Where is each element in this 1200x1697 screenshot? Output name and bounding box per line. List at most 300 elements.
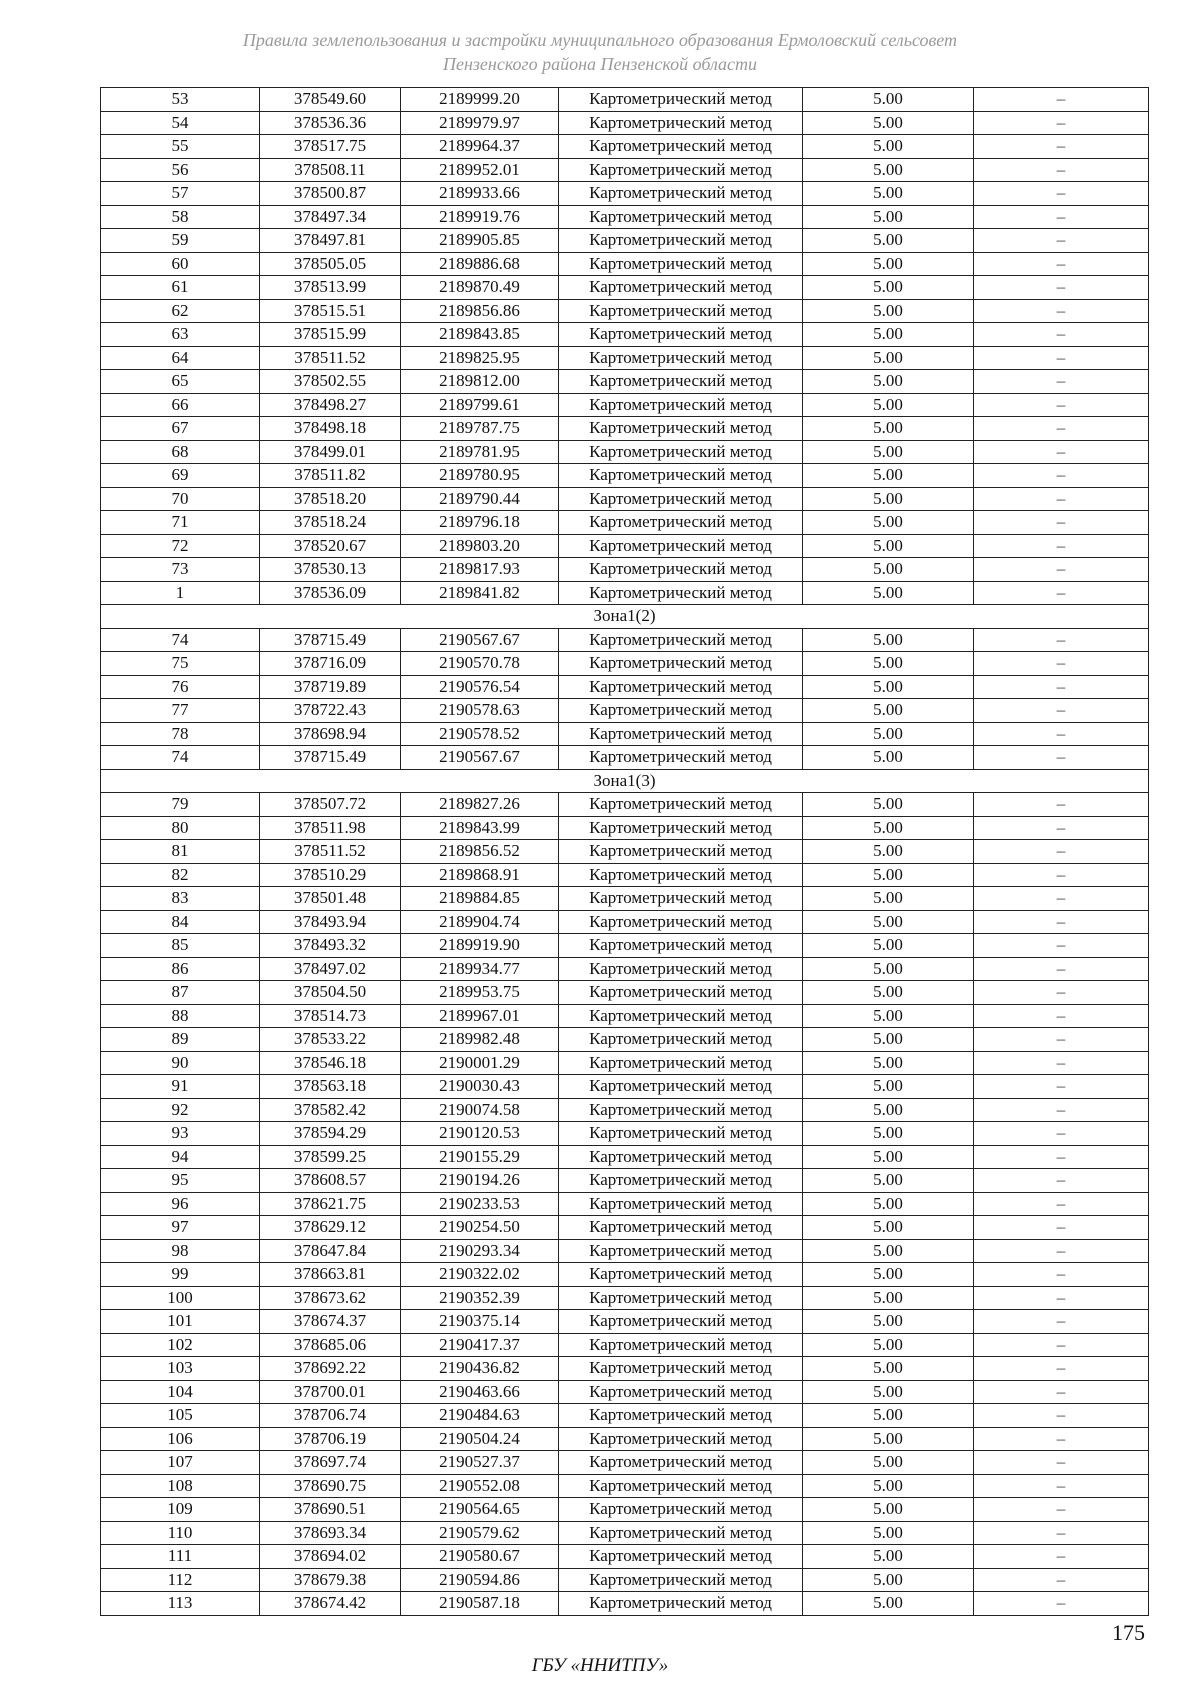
accuracy-cell: 5.00 <box>803 793 974 817</box>
method-cell: Картометрический метод <box>559 1192 803 1216</box>
note-cell: – <box>974 1122 1149 1146</box>
page-footer: ГБУ «ННИТПУ» <box>531 1655 669 1676</box>
method-cell: Картометрический метод <box>559 934 803 958</box>
table-row <box>101 1333 1149 1357</box>
method-cell: Картометрический метод <box>559 417 803 441</box>
y-coordinate-cell: 2190594.86 <box>401 1568 559 1592</box>
accuracy-cell: 5.00 <box>803 88 974 112</box>
point-number-cell: 85 <box>101 934 260 958</box>
x-coordinate-cell: 378507.72 <box>260 793 401 817</box>
note-cell: – <box>974 323 1149 347</box>
x-coordinate-cell: 378497.02 <box>260 957 401 981</box>
point-number-cell: 71 <box>101 511 260 535</box>
method-cell: Картометрический метод <box>559 88 803 112</box>
point-number-cell: 84 <box>101 910 260 934</box>
accuracy-cell: 5.00 <box>803 299 974 323</box>
table-row <box>101 1098 1149 1122</box>
point-number-cell: 109 <box>101 1498 260 1522</box>
point-number-cell: 56 <box>101 158 260 182</box>
note-cell: – <box>974 675 1149 699</box>
method-cell: Картометрический метод <box>559 887 803 911</box>
point-number-cell: 53 <box>101 88 260 112</box>
table-row <box>101 652 1149 676</box>
method-cell: Картометрический метод <box>559 1263 803 1287</box>
accuracy-cell: 5.00 <box>803 205 974 229</box>
note-cell: – <box>974 417 1149 441</box>
y-coordinate-cell: 2189843.85 <box>401 323 559 347</box>
x-coordinate-cell: 378511.98 <box>260 816 401 840</box>
note-cell: – <box>974 558 1149 582</box>
point-number-cell: 106 <box>101 1427 260 1451</box>
point-number-cell: 99 <box>101 1263 260 1287</box>
method-cell: Картометрический метод <box>559 1568 803 1592</box>
y-coordinate-cell: 2189799.61 <box>401 393 559 417</box>
zone-label: Зона1(3) <box>101 769 1149 793</box>
method-cell: Картометрический метод <box>559 910 803 934</box>
table-row <box>101 934 1149 958</box>
accuracy-cell: 5.00 <box>803 1216 974 1240</box>
note-cell: – <box>974 1357 1149 1381</box>
note-cell: – <box>974 487 1149 511</box>
accuracy-cell: 5.00 <box>803 652 974 676</box>
zone-header-row <box>101 605 1149 629</box>
method-cell: Картометрический метод <box>559 393 803 417</box>
x-coordinate-cell: 378690.51 <box>260 1498 401 1522</box>
y-coordinate-cell: 2190194.26 <box>401 1169 559 1193</box>
accuracy-cell: 5.00 <box>803 276 974 300</box>
point-number-cell: 95 <box>101 1169 260 1193</box>
table-row <box>101 323 1149 347</box>
x-coordinate-cell: 378621.75 <box>260 1192 401 1216</box>
x-coordinate-cell: 378722.43 <box>260 699 401 723</box>
method-cell: Картометрический метод <box>559 464 803 488</box>
note-cell: – <box>974 1521 1149 1545</box>
accuracy-cell: 5.00 <box>803 182 974 206</box>
note-cell: – <box>974 511 1149 535</box>
method-cell: Картометрический метод <box>559 1498 803 1522</box>
accuracy-cell: 5.00 <box>803 1545 974 1569</box>
point-number-cell: 91 <box>101 1075 260 1099</box>
y-coordinate-cell: 2189843.99 <box>401 816 559 840</box>
method-cell: Картометрический метод <box>559 1286 803 1310</box>
accuracy-cell: 5.00 <box>803 628 974 652</box>
x-coordinate-cell: 378629.12 <box>260 1216 401 1240</box>
method-cell: Картометрический метод <box>559 1380 803 1404</box>
note-cell: – <box>974 1404 1149 1428</box>
table-row <box>101 1568 1149 1592</box>
accuracy-cell: 5.00 <box>803 1357 974 1381</box>
x-coordinate-cell: 378674.42 <box>260 1592 401 1616</box>
table-row <box>101 229 1149 253</box>
accuracy-cell: 5.00 <box>803 440 974 464</box>
table-row <box>101 464 1149 488</box>
x-coordinate-cell: 378674.37 <box>260 1310 401 1334</box>
method-cell: Картометрический метод <box>559 252 803 276</box>
table-row <box>101 1169 1149 1193</box>
table-row <box>101 746 1149 770</box>
x-coordinate-cell: 378513.99 <box>260 276 401 300</box>
method-cell: Картометрический метод <box>559 793 803 817</box>
method-cell: Картометрический метод <box>559 135 803 159</box>
y-coordinate-cell: 2189999.20 <box>401 88 559 112</box>
point-number-cell: 76 <box>101 675 260 699</box>
y-coordinate-cell: 2190120.53 <box>401 1122 559 1146</box>
accuracy-cell: 5.00 <box>803 1427 974 1451</box>
point-number-cell: 79 <box>101 793 260 817</box>
point-number-cell: 77 <box>101 699 260 723</box>
accuracy-cell: 5.00 <box>803 957 974 981</box>
point-number-cell: 96 <box>101 1192 260 1216</box>
table-row <box>101 1122 1149 1146</box>
accuracy-cell: 5.00 <box>803 534 974 558</box>
note-cell: – <box>974 957 1149 981</box>
note-cell: – <box>974 1075 1149 1099</box>
point-number-cell: 80 <box>101 816 260 840</box>
x-coordinate-cell: 378514.73 <box>260 1004 401 1028</box>
table-row <box>101 534 1149 558</box>
point-number-cell: 1 <box>101 581 260 605</box>
method-cell: Картометрический метод <box>559 511 803 535</box>
y-coordinate-cell: 2190375.14 <box>401 1310 559 1334</box>
y-coordinate-cell: 2189905.85 <box>401 229 559 253</box>
y-coordinate-cell: 2190527.37 <box>401 1451 559 1475</box>
x-coordinate-cell: 378533.22 <box>260 1028 401 1052</box>
point-number-cell: 74 <box>101 628 260 652</box>
table-row <box>101 840 1149 864</box>
method-cell: Картометрический метод <box>559 1333 803 1357</box>
x-coordinate-cell: 378511.52 <box>260 840 401 864</box>
method-cell: Картометрический метод <box>559 534 803 558</box>
method-cell: Картометрический метод <box>559 1451 803 1475</box>
table-row <box>101 393 1149 417</box>
point-number-cell: 108 <box>101 1474 260 1498</box>
accuracy-cell: 5.00 <box>803 1404 974 1428</box>
page-number: 175 <box>1112 1620 1145 1645</box>
point-number-cell: 94 <box>101 1145 260 1169</box>
y-coordinate-cell: 2190579.62 <box>401 1521 559 1545</box>
y-coordinate-cell: 2189952.01 <box>401 158 559 182</box>
x-coordinate-cell: 378518.24 <box>260 511 401 535</box>
table-row <box>101 793 1149 817</box>
note-cell: – <box>974 182 1149 206</box>
x-coordinate-cell: 378692.22 <box>260 1357 401 1381</box>
y-coordinate-cell: 2189967.01 <box>401 1004 559 1028</box>
note-cell: – <box>974 1098 1149 1122</box>
accuracy-cell: 5.00 <box>803 1498 974 1522</box>
method-cell: Картометрический метод <box>559 1404 803 1428</box>
x-coordinate-cell: 378546.18 <box>260 1051 401 1075</box>
table-row <box>101 1404 1149 1428</box>
note-cell: – <box>974 887 1149 911</box>
table-row <box>101 1004 1149 1028</box>
method-cell: Картометрический метод <box>559 182 803 206</box>
note-cell: – <box>974 1145 1149 1169</box>
x-coordinate-cell: 378500.87 <box>260 182 401 206</box>
note-cell: – <box>974 581 1149 605</box>
x-coordinate-cell: 378511.52 <box>260 346 401 370</box>
method-cell: Картометрический метод <box>559 1310 803 1334</box>
table-row <box>101 1145 1149 1169</box>
point-number-cell: 55 <box>101 135 260 159</box>
method-cell: Картометрический метод <box>559 1028 803 1052</box>
y-coordinate-cell: 2189780.95 <box>401 464 559 488</box>
table-row <box>101 487 1149 511</box>
x-coordinate-cell: 378706.19 <box>260 1427 401 1451</box>
x-coordinate-cell: 378694.02 <box>260 1545 401 1569</box>
accuracy-cell: 5.00 <box>803 1051 974 1075</box>
x-coordinate-cell: 378502.55 <box>260 370 401 394</box>
x-coordinate-cell: 378594.29 <box>260 1122 401 1146</box>
point-number-cell: 113 <box>101 1592 260 1616</box>
y-coordinate-cell: 2190504.24 <box>401 1427 559 1451</box>
table-row <box>101 370 1149 394</box>
note-cell: – <box>974 534 1149 558</box>
point-number-cell: 63 <box>101 323 260 347</box>
point-number-cell: 82 <box>101 863 260 887</box>
point-number-cell: 103 <box>101 1357 260 1381</box>
point-number-cell: 67 <box>101 417 260 441</box>
table-row <box>101 511 1149 535</box>
table-row <box>101 111 1149 135</box>
accuracy-cell: 5.00 <box>803 417 974 441</box>
note-cell: – <box>974 1498 1149 1522</box>
point-number-cell: 102 <box>101 1333 260 1357</box>
y-coordinate-cell: 2190484.63 <box>401 1404 559 1428</box>
y-coordinate-cell: 2189790.44 <box>401 487 559 511</box>
note-cell: – <box>974 1051 1149 1075</box>
table-row <box>101 440 1149 464</box>
table-row <box>101 1451 1149 1475</box>
x-coordinate-cell: 378497.81 <box>260 229 401 253</box>
table-row <box>101 722 1149 746</box>
y-coordinate-cell: 2190417.37 <box>401 1333 559 1357</box>
accuracy-cell: 5.00 <box>803 816 974 840</box>
method-cell: Картометрический метод <box>559 1592 803 1616</box>
point-number-cell: 100 <box>101 1286 260 1310</box>
table-row <box>101 276 1149 300</box>
accuracy-cell: 5.00 <box>803 699 974 723</box>
note-cell: – <box>974 1380 1149 1404</box>
y-coordinate-cell: 2190567.67 <box>401 746 559 770</box>
accuracy-cell: 5.00 <box>803 511 974 535</box>
y-coordinate-cell: 2190352.39 <box>401 1286 559 1310</box>
table-row <box>101 699 1149 723</box>
table-row <box>101 1239 1149 1263</box>
method-cell: Картометрический метод <box>559 1357 803 1381</box>
header-line-2: Пензенского района Пензенской области <box>442 54 758 74</box>
point-number-cell: 81 <box>101 840 260 864</box>
y-coordinate-cell: 2190552.08 <box>401 1474 559 1498</box>
y-coordinate-cell: 2190254.50 <box>401 1216 559 1240</box>
method-cell: Картометрический метод <box>559 1098 803 1122</box>
point-number-cell: 107 <box>101 1451 260 1475</box>
note-cell: – <box>974 440 1149 464</box>
note-cell: – <box>974 816 1149 840</box>
x-coordinate-cell: 378498.27 <box>260 393 401 417</box>
method-cell: Картометрический метод <box>559 1216 803 1240</box>
accuracy-cell: 5.00 <box>803 111 974 135</box>
method-cell: Картометрический метод <box>559 1239 803 1263</box>
note-cell: – <box>974 1333 1149 1357</box>
y-coordinate-cell: 2190155.29 <box>401 1145 559 1169</box>
accuracy-cell: 5.00 <box>803 229 974 253</box>
method-cell: Картометрический метод <box>559 1051 803 1075</box>
x-coordinate-cell: 378498.18 <box>260 417 401 441</box>
note-cell: – <box>974 1169 1149 1193</box>
y-coordinate-cell: 2190576.54 <box>401 675 559 699</box>
y-coordinate-cell: 2189787.75 <box>401 417 559 441</box>
y-coordinate-cell: 2190578.52 <box>401 722 559 746</box>
note-cell: – <box>974 205 1149 229</box>
method-cell: Картометрический метод <box>559 558 803 582</box>
table-row <box>101 1028 1149 1052</box>
point-number-cell: 64 <box>101 346 260 370</box>
note-cell: – <box>974 1263 1149 1287</box>
note-cell: – <box>974 981 1149 1005</box>
point-number-cell: 104 <box>101 1380 260 1404</box>
x-coordinate-cell: 378715.49 <box>260 628 401 652</box>
zone-header-row <box>101 769 1149 793</box>
accuracy-cell: 5.00 <box>803 675 974 699</box>
accuracy-cell: 5.00 <box>803 722 974 746</box>
method-cell: Картометрический метод <box>559 840 803 864</box>
x-coordinate-cell: 378504.50 <box>260 981 401 1005</box>
x-coordinate-cell: 378497.34 <box>260 205 401 229</box>
point-number-cell: 78 <box>101 722 260 746</box>
point-number-cell: 61 <box>101 276 260 300</box>
point-number-cell: 62 <box>101 299 260 323</box>
x-coordinate-cell: 378505.05 <box>260 252 401 276</box>
y-coordinate-cell: 2189933.66 <box>401 182 559 206</box>
y-coordinate-cell: 2189919.90 <box>401 934 559 958</box>
note-cell: – <box>974 299 1149 323</box>
x-coordinate-cell: 378515.99 <box>260 323 401 347</box>
x-coordinate-cell: 378511.82 <box>260 464 401 488</box>
table-row <box>101 1192 1149 1216</box>
method-cell: Картометрический метод <box>559 722 803 746</box>
accuracy-cell: 5.00 <box>803 1592 974 1616</box>
table-row <box>101 346 1149 370</box>
y-coordinate-cell: 2189856.52 <box>401 840 559 864</box>
x-coordinate-cell: 378679.38 <box>260 1568 401 1592</box>
method-cell: Картометрический метод <box>559 276 803 300</box>
table-row <box>101 581 1149 605</box>
y-coordinate-cell: 2190322.02 <box>401 1263 559 1287</box>
point-number-cell: 68 <box>101 440 260 464</box>
y-coordinate-cell: 2189886.68 <box>401 252 559 276</box>
point-number-cell: 60 <box>101 252 260 276</box>
y-coordinate-cell: 2190001.29 <box>401 1051 559 1075</box>
note-cell: – <box>974 1451 1149 1475</box>
coordinates-table-body <box>101 88 1149 1616</box>
x-coordinate-cell: 378663.81 <box>260 1263 401 1287</box>
table-row <box>101 887 1149 911</box>
method-cell: Картометрический метод <box>559 628 803 652</box>
note-cell: – <box>974 1192 1149 1216</box>
y-coordinate-cell: 2189781.95 <box>401 440 559 464</box>
accuracy-cell: 5.00 <box>803 1075 974 1099</box>
point-number-cell: 89 <box>101 1028 260 1052</box>
note-cell: – <box>974 722 1149 746</box>
method-cell: Картометрический метод <box>559 346 803 370</box>
method-cell: Картометрический метод <box>559 652 803 676</box>
note-cell: – <box>974 252 1149 276</box>
note-cell: – <box>974 276 1149 300</box>
accuracy-cell: 5.00 <box>803 1098 974 1122</box>
note-cell: – <box>974 1545 1149 1569</box>
y-coordinate-cell: 2189964.37 <box>401 135 559 159</box>
table-row <box>101 1427 1149 1451</box>
note-cell: – <box>974 229 1149 253</box>
table-row <box>101 88 1149 112</box>
y-coordinate-cell: 2189982.48 <box>401 1028 559 1052</box>
coordinates-table <box>100 87 1149 1616</box>
x-coordinate-cell: 378520.67 <box>260 534 401 558</box>
note-cell: – <box>974 1216 1149 1240</box>
table-row <box>101 1075 1149 1099</box>
y-coordinate-cell: 2189796.18 <box>401 511 559 535</box>
method-cell: Картометрический метод <box>559 205 803 229</box>
x-coordinate-cell: 378530.13 <box>260 558 401 582</box>
y-coordinate-cell: 2189953.75 <box>401 981 559 1005</box>
x-coordinate-cell: 378693.34 <box>260 1521 401 1545</box>
accuracy-cell: 5.00 <box>803 1122 974 1146</box>
accuracy-cell: 5.00 <box>803 464 974 488</box>
method-cell: Картометрический метод <box>559 111 803 135</box>
method-cell: Картометрический метод <box>559 746 803 770</box>
accuracy-cell: 5.00 <box>803 1474 974 1498</box>
y-coordinate-cell: 2189827.26 <box>401 793 559 817</box>
point-number-cell: 70 <box>101 487 260 511</box>
method-cell: Картометрический метод <box>559 1075 803 1099</box>
table-row <box>101 1474 1149 1498</box>
point-number-cell: 74 <box>101 746 260 770</box>
y-coordinate-cell: 2189870.49 <box>401 276 559 300</box>
note-cell: – <box>974 840 1149 864</box>
x-coordinate-cell: 378719.89 <box>260 675 401 699</box>
x-coordinate-cell: 378716.09 <box>260 652 401 676</box>
table-row <box>101 1263 1149 1287</box>
point-number-cell: 57 <box>101 182 260 206</box>
x-coordinate-cell: 378690.75 <box>260 1474 401 1498</box>
note-cell: – <box>974 1474 1149 1498</box>
point-number-cell: 72 <box>101 534 260 558</box>
note-cell: – <box>974 652 1149 676</box>
point-number-cell: 111 <box>101 1545 260 1569</box>
accuracy-cell: 5.00 <box>803 1263 974 1287</box>
table-row <box>101 981 1149 1005</box>
x-coordinate-cell: 378510.29 <box>260 863 401 887</box>
point-number-cell: 92 <box>101 1098 260 1122</box>
point-number-cell: 98 <box>101 1239 260 1263</box>
method-cell: Картометрический метод <box>559 581 803 605</box>
table-row <box>101 1545 1149 1569</box>
x-coordinate-cell: 378549.60 <box>260 88 401 112</box>
note-cell: – <box>974 1286 1149 1310</box>
table-row <box>101 252 1149 276</box>
y-coordinate-cell: 2189868.91 <box>401 863 559 887</box>
point-number-cell: 112 <box>101 1568 260 1592</box>
table-row <box>101 135 1149 159</box>
table-row <box>101 1357 1149 1381</box>
x-coordinate-cell: 378647.84 <box>260 1239 401 1263</box>
point-number-cell: 87 <box>101 981 260 1005</box>
accuracy-cell: 5.00 <box>803 487 974 511</box>
header-line-1: Правила землепользования и застройки муниципального образования Ермоловский сельсовет <box>242 30 958 50</box>
point-number-cell: 83 <box>101 887 260 911</box>
note-cell: – <box>974 88 1149 112</box>
point-number-cell: 65 <box>101 370 260 394</box>
